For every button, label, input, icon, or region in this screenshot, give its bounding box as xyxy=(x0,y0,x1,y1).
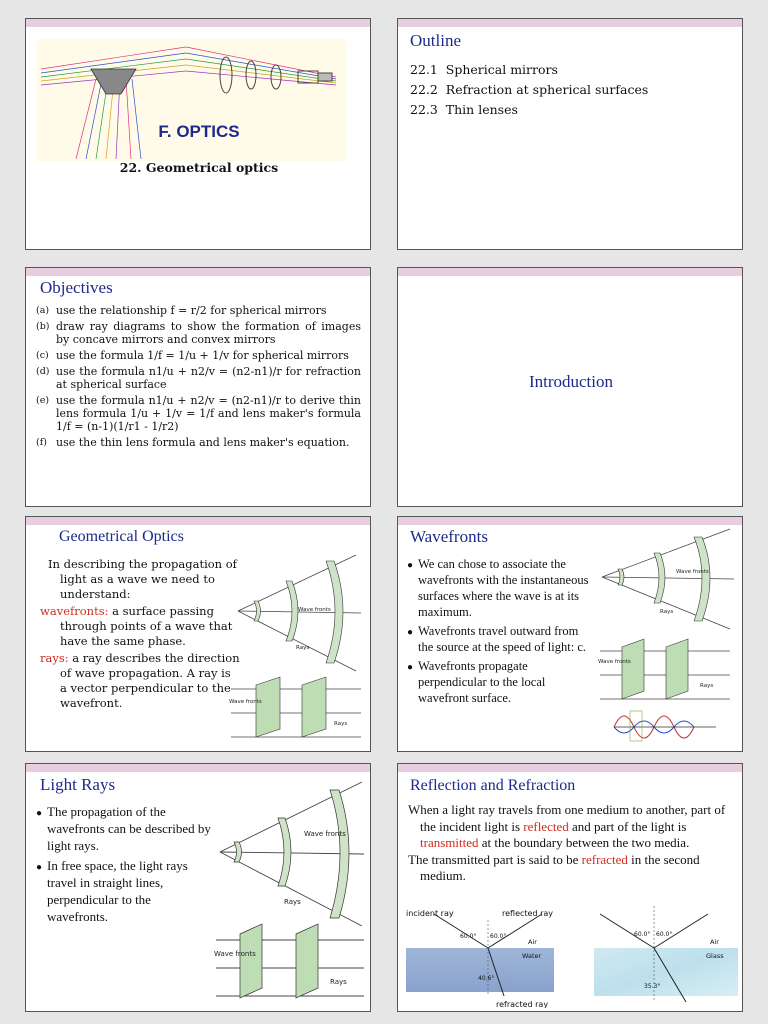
light-rays-diagram xyxy=(212,778,368,1008)
svg-text:Air: Air xyxy=(528,938,537,946)
svg-text:Wave fronts: Wave fronts xyxy=(298,607,331,613)
slide1-title: F. OPTICS xyxy=(158,122,240,141)
paragraph-1: When a light ray travels from one medium to another, part of the incident light is reflected and part of the light is transmitted at the boundary between the two media. xyxy=(408,802,726,850)
em-wave-image xyxy=(612,705,736,747)
outline-list xyxy=(410,60,648,120)
slide-introduction xyxy=(397,267,743,507)
objectives-list xyxy=(36,304,361,452)
svg-text:refracted ray: refracted ray xyxy=(496,1000,549,1008)
outline-item: 22.3 Thin lenses xyxy=(410,102,518,117)
objective-item: (b) draw ray diagrams to show the formation of images by concave mirrors and convex mirrors xyxy=(36,320,361,346)
reflection-text xyxy=(408,802,736,885)
outline-item: 22.1 Spherical mirrors xyxy=(410,62,558,77)
svg-text:Water: Water xyxy=(522,952,542,960)
slide5-text xyxy=(40,557,240,711)
bullet-item: ● Wavefronts propagate perpendicular to the local wavefront surface. xyxy=(407,659,546,705)
slide-top-bar xyxy=(26,517,370,525)
paragraph-2: The transmitted part is said to be refracted in the second medium. xyxy=(408,851,700,883)
svg-text:Rays: Rays xyxy=(330,978,347,986)
svg-text:Wave fronts: Wave fronts xyxy=(214,950,256,958)
wavefront-diagram xyxy=(596,527,736,749)
optics-ray-trace-image xyxy=(36,39,346,161)
slide-top-bar xyxy=(398,764,742,772)
svg-text:incident ray: incident ray xyxy=(406,909,454,918)
slide-light-rays xyxy=(25,763,371,1012)
svg-text:reflected ray: reflected ray xyxy=(502,909,553,918)
svg-text:60.0°: 60.0° xyxy=(460,933,477,940)
slide-reflection-refraction xyxy=(397,763,743,1012)
svg-text:Wave fronts: Wave fronts xyxy=(598,659,631,665)
intro-text: In describing the propagation of light as a wave we need to understand: xyxy=(48,557,237,601)
slide-top-bar xyxy=(398,19,742,27)
slide-top-bar xyxy=(26,268,370,276)
bullet-item: ● We can chose to associate the wavefronts with the instantaneous surfaces where the wave is at its maximum. xyxy=(407,557,589,619)
slide1-subtitle: 22. Geometrical optics xyxy=(119,160,279,175)
slide-top-bar xyxy=(26,764,370,772)
slide-title-text: Geometrical Optics xyxy=(59,528,184,545)
ray-definition: rays: a ray describes the direction of wave propagation. A ray is a vector perpendicular to the wavefront. xyxy=(40,651,240,710)
bullet-item: ● In free space, the light rays travel in straight lines, perpendicular to the wavefronts. xyxy=(36,858,188,924)
slide-objectives xyxy=(25,267,371,507)
bullet-item: ● Wavefronts travel outward from the source at the speed of light: c. xyxy=(407,624,586,654)
slide-title-text: Objectives xyxy=(40,278,113,297)
svg-text:Rays: Rays xyxy=(700,683,714,689)
svg-text:Rays: Rays xyxy=(660,609,674,615)
slide-title-text: Reflection and Refraction xyxy=(410,777,576,794)
svg-text:60.0°: 60.0° xyxy=(656,931,673,938)
wavefront-definition: wavefronts: a surface passing through points of a wave that have the same phase. xyxy=(40,604,233,648)
bullet-item: ● The propagation of the wavefronts can be described by light rays. xyxy=(36,804,211,853)
slide-title-text: Wavefronts xyxy=(410,527,488,546)
svg-text:Wave fronts: Wave fronts xyxy=(229,699,262,705)
slide-title-text: Outline xyxy=(410,31,461,50)
slide-geometrical-optics xyxy=(25,516,371,752)
wavefront-diagram xyxy=(226,553,366,743)
slide-title-text: Introduction xyxy=(528,372,614,391)
slide-title xyxy=(25,18,371,250)
svg-text:60.0°: 60.0° xyxy=(634,931,651,938)
objective-item: (d) use the formula n1/u + n2/v = (n2-n1)/r for refraction at spherical surface xyxy=(36,365,361,391)
svg-text:40.6°: 40.6° xyxy=(478,975,495,982)
objective-item: (a) use the relationship f = r/2 for spherical mirrors xyxy=(36,304,327,317)
reflection-refraction-diagram xyxy=(404,904,740,1008)
svg-text:Glass: Glass xyxy=(706,952,724,960)
light-rays-bullets xyxy=(36,803,211,925)
svg-text:Wave fronts: Wave fronts xyxy=(304,830,346,838)
slide-title-text: Light Rays xyxy=(40,775,116,794)
svg-text:Rays: Rays xyxy=(334,721,348,727)
objective-item: (c) use the formula 1/f = 1/u + 1/v for spherical mirrors xyxy=(36,349,349,362)
slide-outline xyxy=(397,18,743,250)
wavefronts-bullets xyxy=(407,556,595,706)
slide-top-bar xyxy=(398,268,742,276)
objective-item: (e) use the formula n1/u + n2/v = (n2-n1)/r to derive thin lens formula 1/u + 1/v = 1/f and lens maker's formula 1/f = (n-1)(1/r1 - 1/r2) xyxy=(36,394,361,433)
slide-top-bar xyxy=(398,517,742,525)
slide-top-bar xyxy=(26,19,370,27)
outline-item: 22.2 Refraction at spherical surfaces xyxy=(410,82,649,97)
svg-text:35.3°: 35.3° xyxy=(644,983,661,990)
slide-wavefronts xyxy=(397,516,743,752)
objective-item: (f) use the thin lens formula and lens maker's equation. xyxy=(36,436,350,449)
svg-text:Wave fronts: Wave fronts xyxy=(676,569,709,575)
svg-text:Air: Air xyxy=(710,938,719,946)
svg-text:Rays: Rays xyxy=(296,645,310,651)
svg-text:60.0°: 60.0° xyxy=(490,933,507,940)
svg-text:Rays: Rays xyxy=(284,898,301,906)
